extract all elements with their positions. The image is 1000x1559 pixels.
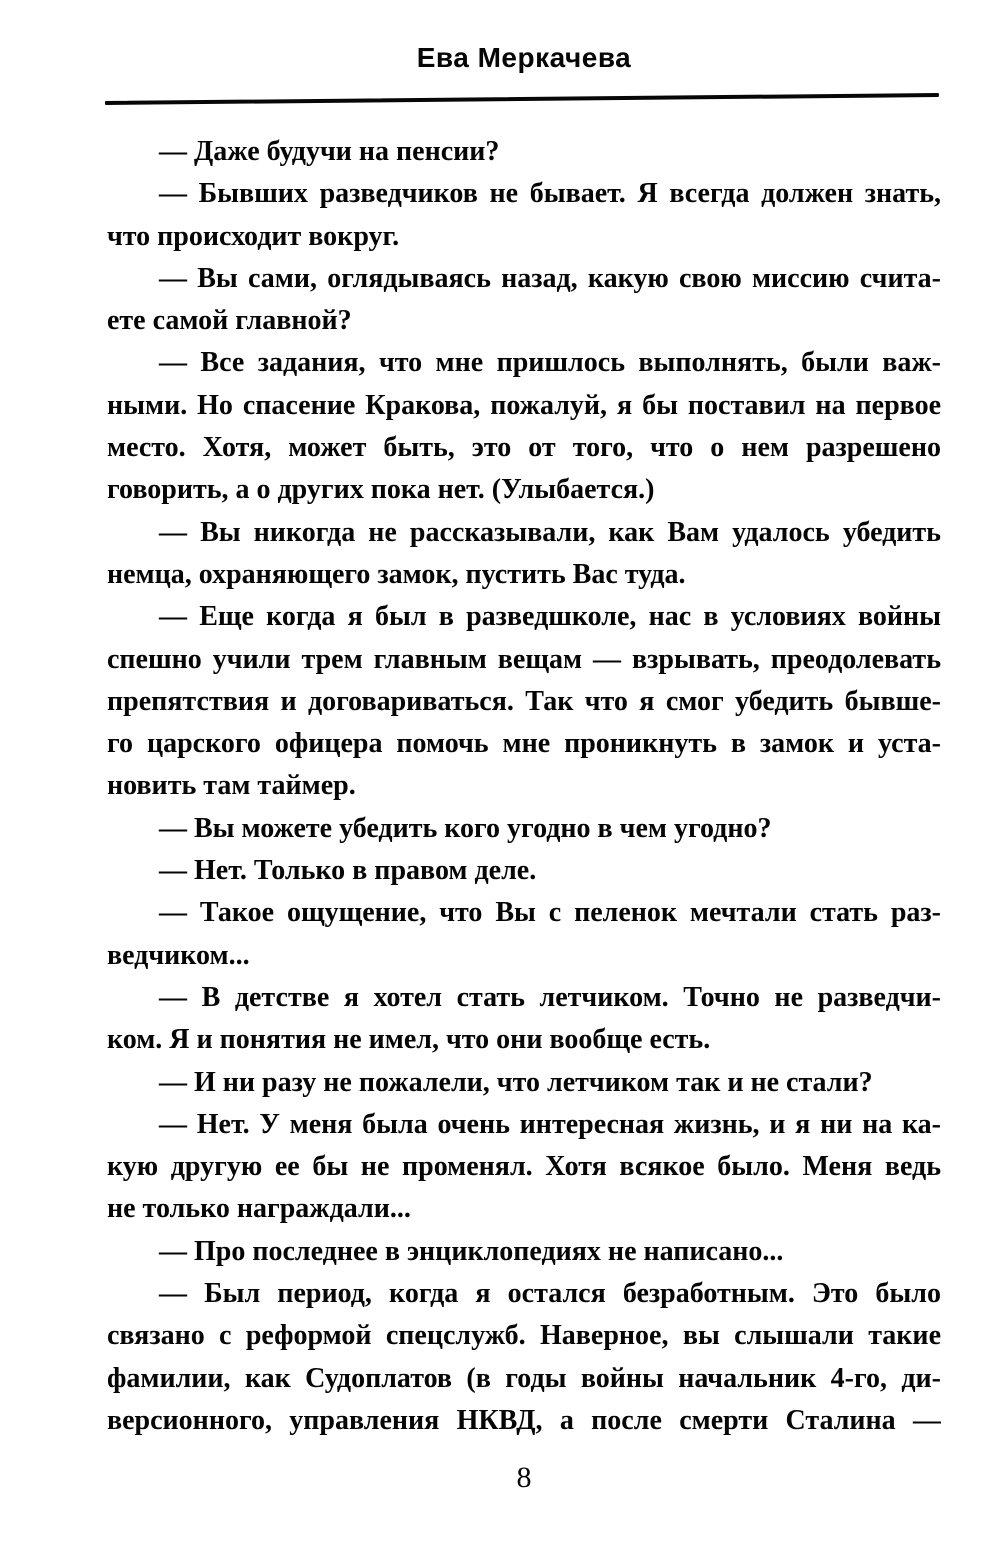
text-line: спешно учили трем главным вещам — взрывать, преодолевать <box>107 643 941 675</box>
text-line: ными. Но спасение Кракова, пожалуй, я бы поставил на первое <box>107 389 941 421</box>
text-line: — Нет. Только в правом деле. <box>159 855 537 887</box>
text-line: фамилии, как Судоплатов (в годы войны начальник 4-го, ди- <box>107 1362 941 1394</box>
text-line: новить там таймер. <box>107 770 356 802</box>
text-line: — В детстве я хотел стать летчиком. Точно не разведчи- <box>159 981 941 1013</box>
text-line: связано с реформой спецслужб. Наверное, вы слышали такие <box>107 1320 941 1352</box>
text-line: — Даже будучи на пенсии? <box>159 136 500 167</box>
header-rule-divider <box>105 93 939 105</box>
text-line: препятствия и договариваться. Так что я смог убедить бывше- <box>107 685 941 717</box>
text-lines <box>107 131 941 1442</box>
text-line: ете самой главной? <box>107 305 352 337</box>
text-line: — Нет. У меня была очень интересная жизнь, и я ни на ка- <box>159 1108 941 1140</box>
text-line: — Вы можете убедить кого угодно в чем угодно? <box>159 812 772 844</box>
text-line: ведчиком... <box>107 939 250 971</box>
text-line: — Еще когда я был в разведшколе, нас в условиях войны <box>159 601 941 633</box>
text-line: — Про последнее в энциклопедиях не написано... <box>159 1235 784 1267</box>
running-header-author: Ева Меркачева <box>416 42 632 73</box>
text-line: — Вы сами, оглядываясь назад, какую свою миссию счита- <box>159 262 941 294</box>
text-line: — Бывших разведчиков не бывает. Я всегда должен знать, <box>159 178 941 210</box>
text-line: версионного, управления НКВД, а после смерти Сталина — <box>107 1404 941 1436</box>
text-line: место. Хотя, может быть, это от того, что о нем разрешено <box>107 432 941 464</box>
page-number: 8 <box>516 1461 532 1494</box>
text-line: — Все задания, что мне пришлось выполнять, были важ- <box>159 347 941 379</box>
text-line: — Такое ощущение, что Вы с пеленок мечтали стать раз- <box>159 897 941 929</box>
text-line: ком. Я и понятия не имел, что они вообще есть. <box>107 1024 711 1056</box>
text-line: говорить, а о других пока нет. (Улыбается.) <box>107 474 655 506</box>
text-line: — Был период, когда я остался безработным. Это было <box>159 1278 941 1310</box>
text-line: кую другую ее бы не променял. Хотя всякое было. Меня ведь <box>107 1151 941 1183</box>
text-line: что происходит вокруг. <box>107 220 400 252</box>
text-line: — Вы никогда не рассказывали, как Вам удалось убедить <box>159 516 941 548</box>
text-line: немца, охраняющего замок, пустить Вас туда. <box>107 558 686 590</box>
text-line: — И ни разу не пожалели, что летчиком так и не стали? <box>159 1066 873 1098</box>
text-line: не только награждали... <box>107 1193 411 1225</box>
text-line: го царского офицера помочь мне проникнуть в замок и уста- <box>107 728 941 760</box>
